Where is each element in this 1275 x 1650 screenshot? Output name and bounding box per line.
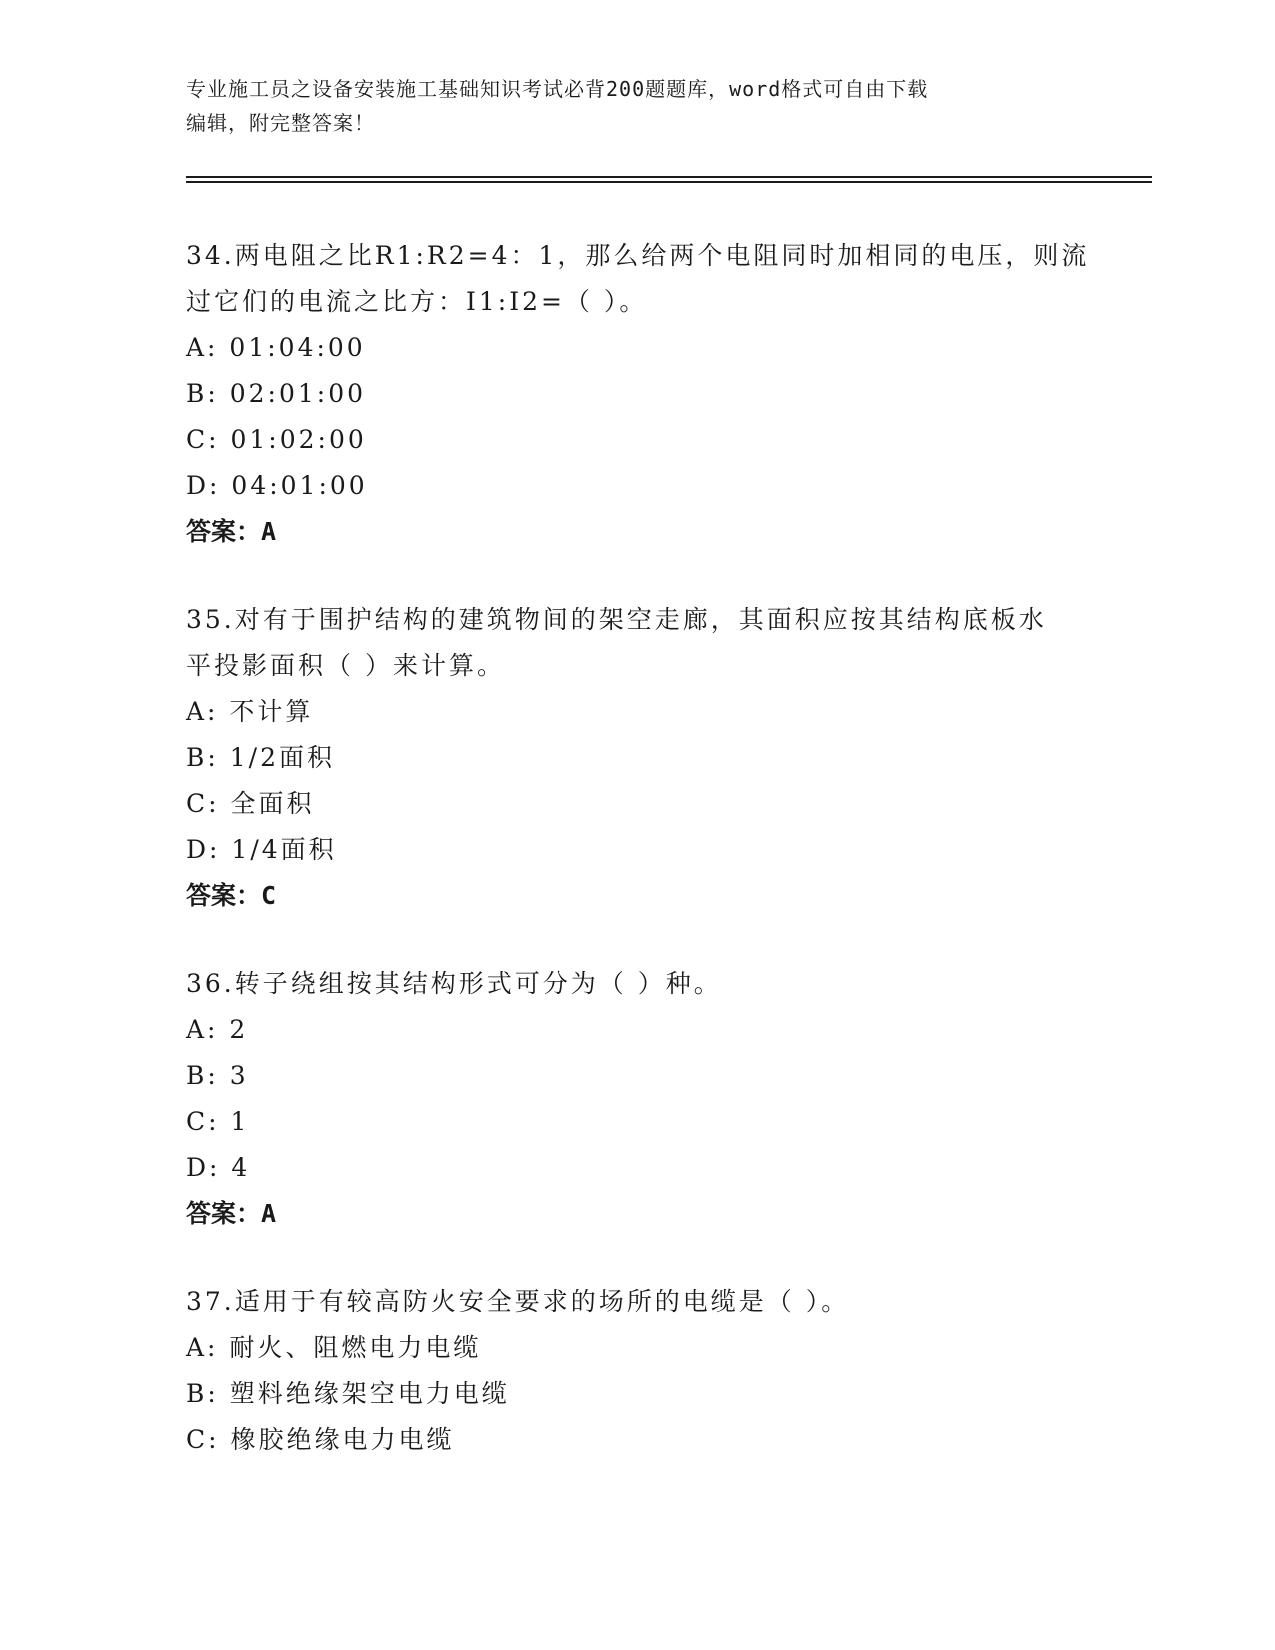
option-b: B: 3: [186, 1061, 249, 1090]
document-header: [186, 72, 1086, 140]
answer-line: 答案：A: [186, 1199, 277, 1228]
question-stem-line: 37.适用于有较高防火安全要求的场所的电缆是（ ）。: [186, 1287, 850, 1316]
question-36: [186, 961, 1086, 1237]
option-b: B: 02:01:00: [186, 379, 367, 408]
question-37: [186, 1279, 1086, 1463]
option-d: D: 4: [186, 1153, 251, 1182]
option-c: C: 01:02:00: [186, 425, 367, 454]
option-c: C: 橡胶绝缘电力电缆: [186, 1425, 455, 1454]
answer-line: 答案：C: [186, 881, 277, 910]
question-stem-line: 35.对有于围护结构的建筑物间的架空走廊，其面积应按其结构底板水: [186, 605, 1047, 634]
option-c: C: 1: [186, 1107, 250, 1136]
question-stem-line: 36.转子绕组按其结构形式可分为（ ）种。: [186, 969, 722, 998]
option-d: D: 04:01:00: [186, 471, 368, 500]
question-stem-line: 34.两电阻之比R1:R2=4：1，那么给两个电阻同时加相同的电压，则流: [186, 241, 1090, 270]
option-b: B: 1/2面积: [186, 743, 335, 772]
question-34: [186, 233, 1090, 555]
header-divider-top: [186, 176, 1152, 178]
option-a: A: 不计算: [186, 697, 314, 726]
header-line-1: 专业施工员之设备安装施工基础知识考试必背200题题库，word格式可自由下载: [186, 77, 929, 101]
question-35: [186, 597, 1086, 919]
question-stem-line: 平投影面积（ ）来计算。: [186, 651, 505, 680]
option-a: A: 2: [186, 1015, 249, 1044]
option-d: D: 1/4面积: [186, 835, 337, 864]
question-stem-line: 过它们的电流之比方：I1:I2=（ ）。: [186, 287, 648, 316]
option-a: A: 耐火、阻燃电力电缆: [186, 1333, 482, 1362]
option-b: B: 塑料绝缘架空电力电缆: [186, 1379, 510, 1408]
header-divider-bottom: [186, 181, 1152, 183]
option-c: C: 全面积: [186, 789, 315, 818]
answer-line: 答案：A: [186, 517, 277, 546]
header-line-2: 编辑，附完整答案！: [186, 111, 375, 135]
option-a: A: 01:04:00: [186, 333, 366, 362]
